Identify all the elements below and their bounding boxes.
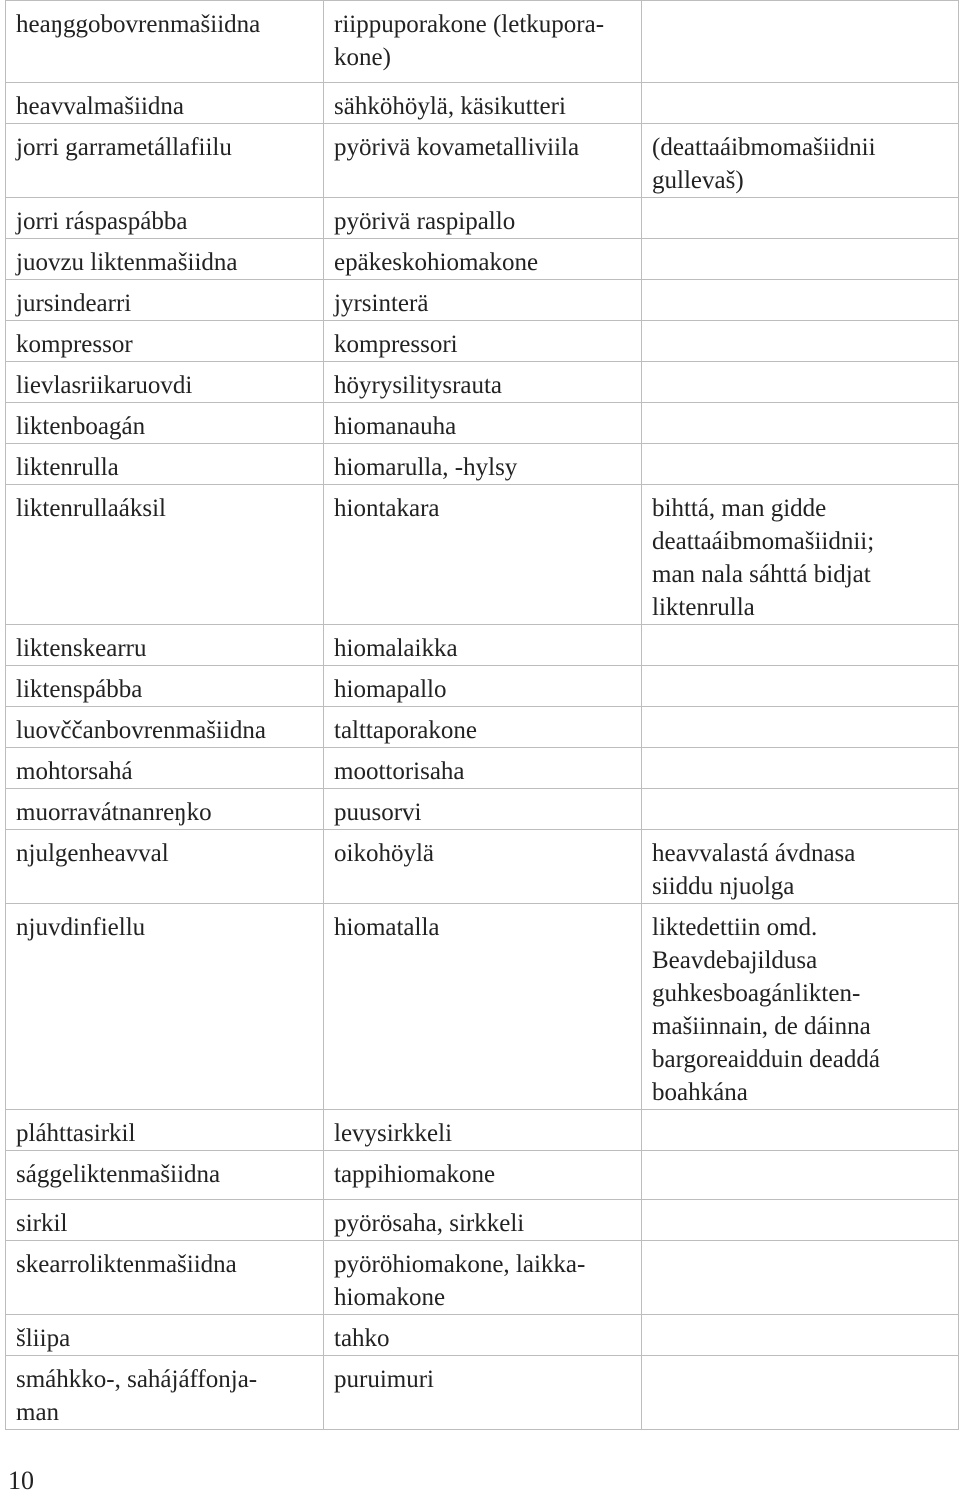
explanation: bihttá, man gidde deattaáibmomašiidnii; man nala sáhttá bidjat liktenrulla: [642, 485, 959, 625]
table-row: [6, 280, 959, 321]
explanation: [642, 1356, 959, 1430]
sami-term: luovččanbovrenmašiidna: [6, 707, 324, 748]
sami-term: skearroliktenmašiidna: [6, 1241, 324, 1315]
sami-term: njuvdinfiellu: [6, 904, 324, 1110]
finnish-term: höyrysilitysrauta: [324, 362, 642, 403]
explanation: [642, 321, 959, 362]
finnish-term: hiomalaikka: [324, 625, 642, 666]
explanation: [642, 625, 959, 666]
sami-term: heaŋggobovrenmašiidna: [6, 1, 324, 83]
explanation: [642, 83, 959, 124]
sami-term: sággeliktenmašiidna: [6, 1151, 324, 1200]
table-row: [6, 124, 959, 198]
finnish-term: oikohöylä: [324, 830, 642, 904]
explanation: [642, 707, 959, 748]
explanation: heavvalastá ávdnasa siiddu njuolga: [642, 830, 959, 904]
finnish-term: sähköhöylä, käsikutteri: [324, 83, 642, 124]
finnish-term: hiomatalla: [324, 904, 642, 1110]
finnish-term: puruimuri: [324, 1356, 642, 1430]
table-row: [6, 362, 959, 403]
sami-term: smáhkko-, sahájáffonja- man: [6, 1356, 324, 1430]
finnish-term: puusorvi: [324, 789, 642, 830]
finnish-term: talttaporakone: [324, 707, 642, 748]
explanation: [642, 748, 959, 789]
finnish-term: tahko: [324, 1315, 642, 1356]
finnish-term: hiomapallo: [324, 666, 642, 707]
sami-term: muorravátnanreŋko: [6, 789, 324, 830]
table-row: [6, 830, 959, 904]
sami-term: sirkil: [6, 1200, 324, 1241]
table-row: [6, 666, 959, 707]
sami-term: liktenspábba: [6, 666, 324, 707]
finnish-term: jyrsinterä: [324, 280, 642, 321]
explanation: [642, 403, 959, 444]
table-row: [6, 198, 959, 239]
explanation: (deattaáibmomašiidnii gullevaš): [642, 124, 959, 198]
sami-term: šliipa: [6, 1315, 324, 1356]
table-row: [6, 707, 959, 748]
explanation: [642, 362, 959, 403]
finnish-term: pyörösaha, sirkkeli: [324, 1200, 642, 1241]
finnish-term: epäkeskohiomakone: [324, 239, 642, 280]
page-number: 10: [8, 1466, 34, 1495]
finnish-term: hiomarulla, -hylsy: [324, 444, 642, 485]
table-row: [6, 444, 959, 485]
explanation: [642, 789, 959, 830]
sami-term: heavvalmašiidna: [6, 83, 324, 124]
sami-term: juovzu liktenmašiidna: [6, 239, 324, 280]
table-row: [6, 748, 959, 789]
finnish-term: hiomanauha: [324, 403, 642, 444]
explanation: [642, 444, 959, 485]
table-row: [6, 1241, 959, 1315]
glossary-table: [5, 0, 959, 1430]
table-row: [6, 485, 959, 625]
sami-term: lievlasriikaruovdi: [6, 362, 324, 403]
table-row: [6, 321, 959, 362]
finnish-term: hiontakara: [324, 485, 642, 625]
table-row: [6, 1110, 959, 1151]
sami-term: pláhttasirkil: [6, 1110, 324, 1151]
explanation: [642, 239, 959, 280]
finnish-term: levysirkkeli: [324, 1110, 642, 1151]
table-row: [6, 625, 959, 666]
sami-term: liktenrullaáksil: [6, 485, 324, 625]
table-row: [6, 1, 959, 83]
finnish-term: tappihiomakone: [324, 1151, 642, 1200]
sami-term: kompressor: [6, 321, 324, 362]
sami-term: liktenrulla: [6, 444, 324, 485]
finnish-term: moottorisaha: [324, 748, 642, 789]
sami-term: jursindearri: [6, 280, 324, 321]
table-row: [6, 1315, 959, 1356]
table-row: [6, 83, 959, 124]
table-row: [6, 1200, 959, 1241]
explanation: [642, 1315, 959, 1356]
table-row: [6, 904, 959, 1110]
finnish-term: pyörivä kovametalliviila: [324, 124, 642, 198]
sami-term: jorri ráspaspábba: [6, 198, 324, 239]
sami-term: liktenskearru: [6, 625, 324, 666]
table-row: [6, 1151, 959, 1200]
explanation: [642, 1110, 959, 1151]
explanation: [642, 1200, 959, 1241]
finnish-term: pyörivä raspipallo: [324, 198, 642, 239]
finnish-term: pyöröhiomakone, laikka- hiomakone: [324, 1241, 642, 1315]
glossary-body: [6, 1, 959, 1430]
sami-term: jorri garrametállafiilu: [6, 124, 324, 198]
explanation: [642, 1, 959, 83]
explanation: [642, 1151, 959, 1200]
table-row: [6, 789, 959, 830]
table-row: [6, 1356, 959, 1430]
table-row: [6, 403, 959, 444]
explanation: [642, 1241, 959, 1315]
explanation: [642, 280, 959, 321]
explanation: liktedettiin omd. Beavdebajildusa guhkesboagánlikten- mašiinnain, de dáinna bargoreaidduin deaddá boahkána: [642, 904, 959, 1110]
explanation: [642, 198, 959, 239]
sami-term: njulgenheavval: [6, 830, 324, 904]
sami-term: liktenboagán: [6, 403, 324, 444]
sami-term: mohtorsahá: [6, 748, 324, 789]
finnish-term: riippuporakone (letkupora- kone): [324, 1, 642, 83]
finnish-term: kompressori: [324, 321, 642, 362]
table-row: [6, 239, 959, 280]
explanation: [642, 666, 959, 707]
